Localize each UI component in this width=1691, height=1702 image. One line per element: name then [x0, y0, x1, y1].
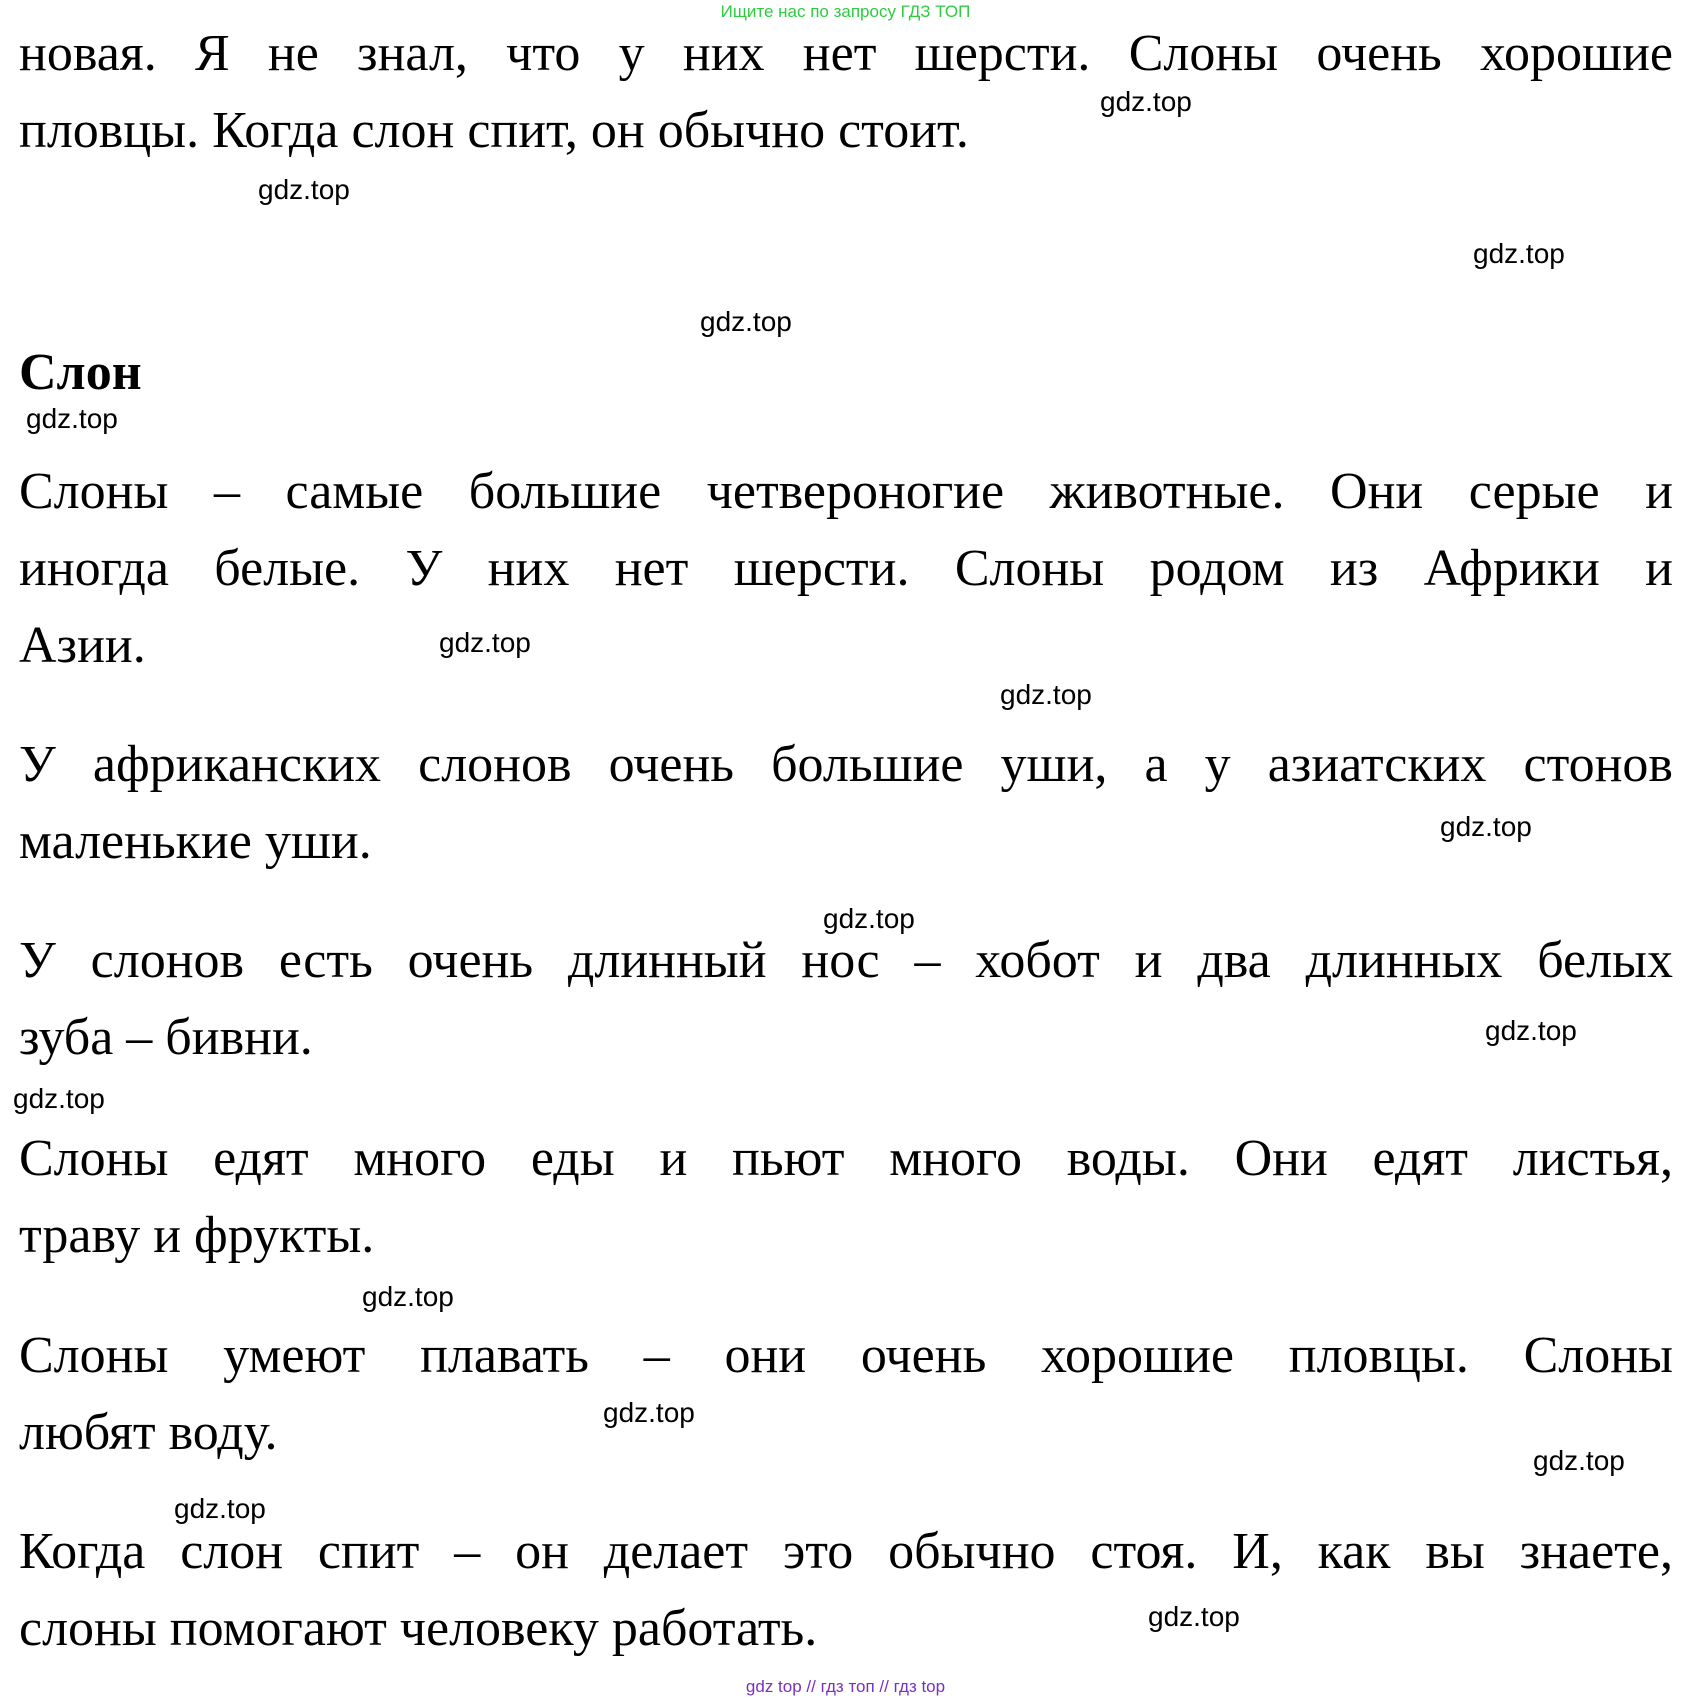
search-hint-banner: Ищите нас по запросу ГДЗ ТОП [720, 2, 971, 21]
watermark: gdz.top [362, 1281, 454, 1312]
paragraph-6-line-2: слоны помогают человеку работать. [19, 1600, 818, 1657]
paragraph-5-line-1: Слоны умеют плавать – они очень хорошие пловцы. Слоны [19, 1327, 1673, 1384]
watermark: gdz.top [439, 627, 531, 658]
watermark: gdz.top [1100, 86, 1192, 117]
watermark: gdz.top [1485, 1015, 1577, 1046]
paragraph-4-line-2: траву и фрукты. [19, 1207, 375, 1264]
intro-line-1: новая. Я не знал, что у них нет шерсти. Слоны очень хорошие [19, 25, 1673, 82]
watermark: gdz.top [823, 903, 915, 934]
paragraph-3-line-1: У слонов есть очень длинный нос – хобот и два длинных белых [19, 932, 1673, 989]
paragraph-5-line-2: любят воду. [19, 1404, 278, 1461]
paragraph-3-line-2: зуба – бивни. [19, 1009, 313, 1066]
watermark: gdz.top [700, 306, 792, 337]
watermark: gdz.top [26, 403, 118, 434]
paragraph-2-line-1: У африканских слонов очень большие уши, а у азиатских стонов [19, 736, 1673, 793]
paragraph-6-line-1: Когда слон спит – он делает это обычно стоя. И, как вы знаете, [19, 1523, 1673, 1580]
watermark: gdz.top [1148, 1601, 1240, 1632]
watermark: gdz.top [1440, 811, 1532, 842]
paragraph-2-line-2: маленькие уши. [19, 813, 372, 870]
paragraph-1-line-3: Азии. [19, 617, 146, 674]
page-title: Слон [19, 344, 142, 401]
watermark: gdz.top [258, 174, 350, 205]
intro-line-2: пловцы. Когда слон спит, он обычно стоит. [19, 102, 969, 159]
watermark: gdz.top [1000, 679, 1092, 710]
watermark: gdz.top [174, 1493, 266, 1524]
footer-watermark: gdz top // гдз топ // гдз top [745, 1677, 946, 1696]
paragraph-1-line-2: иногда белые. У них нет шерсти. Слоны родом из Африки и [19, 540, 1673, 597]
paragraph-4-line-1: Слоны едят много еды и пьют много воды. Они едят листья, [19, 1130, 1673, 1187]
watermark: gdz.top [1533, 1445, 1625, 1476]
watermark: gdz.top [1473, 238, 1565, 269]
watermark: gdz.top [603, 1397, 695, 1428]
paragraph-1-line-1: Слоны – самые большие четвероногие животные. Они серые и [19, 463, 1673, 520]
watermark: gdz.top [13, 1083, 105, 1114]
